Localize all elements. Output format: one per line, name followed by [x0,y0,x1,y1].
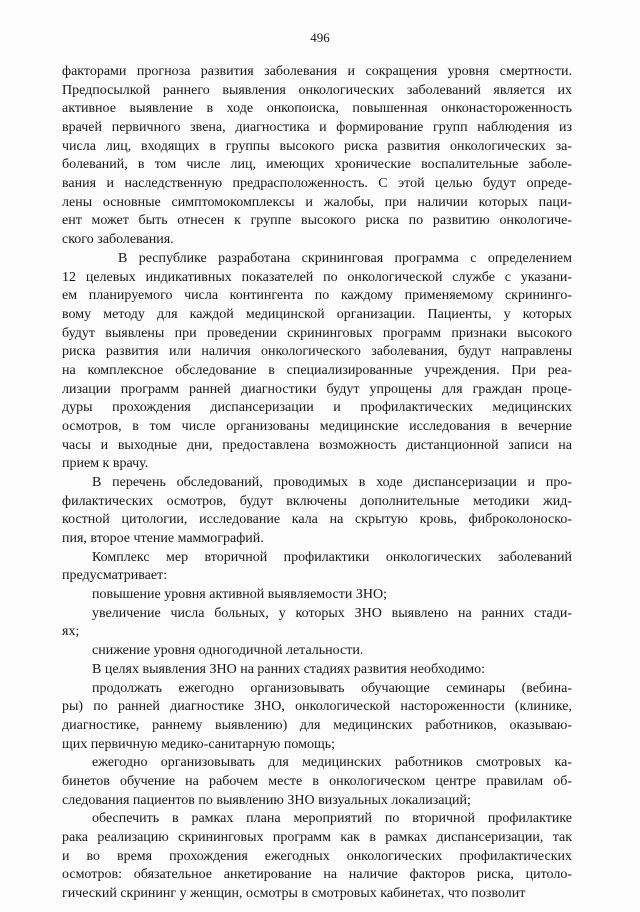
text-line: предусматривает: [62,568,168,583]
text-line: ент может быть отнесен к группе высокого риска по развитию онкологиче- [62,213,572,228]
text-line: будут выявлены при проведении скрининговых программ признаки высокого [62,326,572,341]
text-line: щих первичную медико-санитарную помощь; [62,737,336,752]
text-line: гический скрининг у женщин, осмотры в смотровых кабинетах, что позволит [62,886,526,901]
text-line: ежегодно организовывать для медицинских работников смотровых ка- [92,755,572,770]
text-line: риска развития или наличия онкологического заболевания, будут направлены [62,344,572,359]
text-line: диагностике, раннему выявлению) для медицинских работников, оказываю- [62,718,572,733]
text-line: филактических осмотров, будут включены дополнительные методики жид- [62,494,572,509]
text-line: ях; [62,624,80,639]
text-line: костной цитологии, исследование кала на скрытую кровь, фиброколоноско- [62,512,572,527]
text-line: обеспечить в рамках плана мероприятий по вторичной профилактике [92,811,572,826]
text-line: продолжать ежегодно организовывать обучающие семинары (вебина- [92,681,572,696]
text-line: числа лиц, входящих в группы высокого риска развития онкологических за- [62,139,572,154]
text-line: В республике разработана скрининговая программа с определением [118,251,572,266]
text-line: прием к врачу. [62,456,149,471]
text-line: пия, второе чтение маммографий. [62,531,264,546]
text-line: лизации программ ранней диагностики будут упрощены для граждан проце- [62,382,572,397]
text-line: дуры прохождения диспансеризации и профилактических медицинских [62,400,572,415]
text-line: активное выявление в ходе онкопоиска, повышенная онконастороженность [62,101,572,116]
text-line: снижение уровня одногодичной летальности. [92,643,364,658]
text-line: следования пациентов по выявлению ЗНО визуальных локализаций; [62,793,471,808]
text-line: увеличение числа больных, у которых ЗНО выявлено на ранних стади- [92,606,572,621]
text-line: часы и выходные дни, предоставлена возможность дистанционной записи на [62,438,572,453]
text-line: В целях выявления ЗНО на ранних стадиях развития необходимо: [92,662,485,677]
text-line: на комплексное обследование в специализированные учреждения. При реа- [62,363,572,378]
text-line: ем планируемого числа контингента по каждому применяемому скрининго- [62,288,572,303]
text-line: лены основные симптомокомплексы и жалобы, при наличии которых паци- [62,195,572,210]
text-line: ры) по ранней диагностике ЗНО, онкологической настороженности (клинике, [62,699,572,714]
text-line: ского заболевания. [62,232,174,247]
text-line: Комплекс мер вторичной профилактики онкологических заболеваний [92,550,572,565]
text-line: врачей первичного звена, диагностика и формирование групп наблюдения из [62,120,572,135]
page-number: 496 [310,30,330,45]
text-line: бинетов обучение на рабочем месте в онкологическом центре правилам об- [62,774,572,789]
text-line: осмотров: обязательное анкетирование на наличие факторов риска, цитоло- [62,867,572,882]
text-line: осмотров, в том числе организованы медицинские исследования в вечерние [62,419,572,434]
text-line: вому методу для каждой медицинской организации. Пациенты, у которых [62,307,572,322]
text-line: повышение уровня активной выявляемости ЗНО; [92,587,387,602]
text-line: болеваний, в том числе лиц, имеющих хронические воспалительные заболе- [62,157,572,172]
text-line: рака реализацию скрининговых программ как в рамках диспансеризации, так [62,830,572,845]
text-line: В перечень обследований, проводимых в ходе диспансеризации и про- [92,475,572,490]
text-line: факторами прогноза развития заболевания и сокращения уровня смертности. [62,64,572,79]
text-line: Предпосылкой раннего выявления онкологических заболеваний является их [62,83,572,98]
text-line: 12 целевых индикативных показателей по онкологической службе с указани- [62,270,572,285]
text-line: и во время прохождения ежегодных онкологических профилактических [62,849,572,864]
text-line: вания и наследственную предрасположенность. С этой целью будут опреде- [62,176,572,191]
